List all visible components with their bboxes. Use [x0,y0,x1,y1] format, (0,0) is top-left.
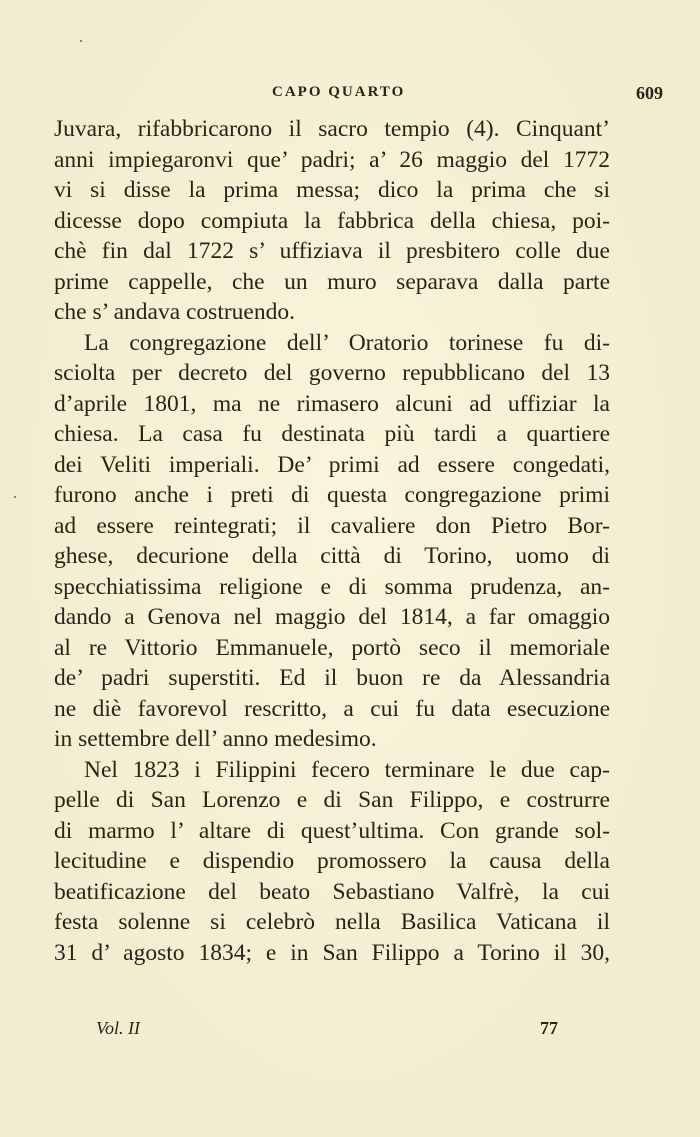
paragraph [54,755,610,969]
text-line: festa solenne si celebrò nella Basilica Vaticana il [54,909,610,935]
text-line: chiesa. La casa fu destinata più tardi a quartiere [54,421,610,447]
text-line: sciolta per decreto del governo repubblicano del 13 [54,360,610,386]
text-line: de’ padri superstiti. Ed il buon re da Alessandria [54,665,610,691]
text-line: dando a Genova nel maggio del 1814, a far omaggio [54,604,610,630]
signature-number: 77 [540,1018,558,1038]
text-line: che s’ andava costruendo. [54,299,295,325]
text-line: La congregazione dell’ Oratorio torinese fu di- [84,329,610,356]
paragraph [54,114,610,328]
text-line: di marmo l’ altare di quest’ultima. Con grande sol- [54,817,610,844]
page-header [0,84,700,108]
running-title: CAPO QUARTO [272,84,406,100]
text-line: ghese, decurione della città di Torino, uomo di [54,543,610,569]
text-line: anni impiegaronvi que’ padri; a’ 26 maggio del 1772 [54,146,610,173]
text-line: Juvara, rifabbricarono il sacro tempio (4). Cinquant’ [54,116,610,142]
text-line: furono anche i preti di questa congregazione primi [54,482,610,508]
paper-speck [80,40,82,42]
paragraph [54,328,610,755]
page-number: 609 [636,83,663,103]
text-line: in settembre dell’ anno medesimo. [54,726,377,752]
text-line: pelle di San Lorenzo e di San Filippo, e costrurre [54,787,610,813]
body-text [54,114,610,968]
paper-speck [14,496,16,498]
text-line: dei Veliti imperiali. De’ primi ad essere congedati, [54,451,610,478]
text-line: chè fin dal 1722 s’ uffiziava il presbitero colle due [54,238,610,264]
text-line: beatificazione del beato Sebastiano Valfrè, la cui [54,878,610,905]
text-line: Nel 1823 i Filippini fecero terminare le due cap- [84,756,610,783]
volume-signature: Vol. II [96,1018,140,1038]
text-line: 31 d’ agosto 1834; e in San Filippo a Torino il 30, [54,939,610,966]
text-line: al re Vittorio Emmanuele, portò seco il memoriale [54,634,610,661]
text-line: vi si disse la prima messa; dico la prima che si [54,177,610,203]
text-line: dicesse dopo compiuta la fabbrica della chiesa, poi- [54,207,610,234]
text-line: lecitudine e dispendio promossero la causa della [54,848,610,874]
text-line: d’aprile 1801, ma ne rimasero alcuni ad uffiziar la [54,390,610,417]
text-line: prime cappelle, che un muro separava dalla parte [54,268,610,295]
text-line: ne diè favorevol rescritto, a cui fu data esecuzione [54,695,610,722]
text-line: ad essere reintegrati; il cavaliere don Pietro Bor- [54,512,610,539]
page-footer [0,1018,700,1044]
text-line: specchiatissima religione e di somma prudenza, an- [54,573,610,600]
